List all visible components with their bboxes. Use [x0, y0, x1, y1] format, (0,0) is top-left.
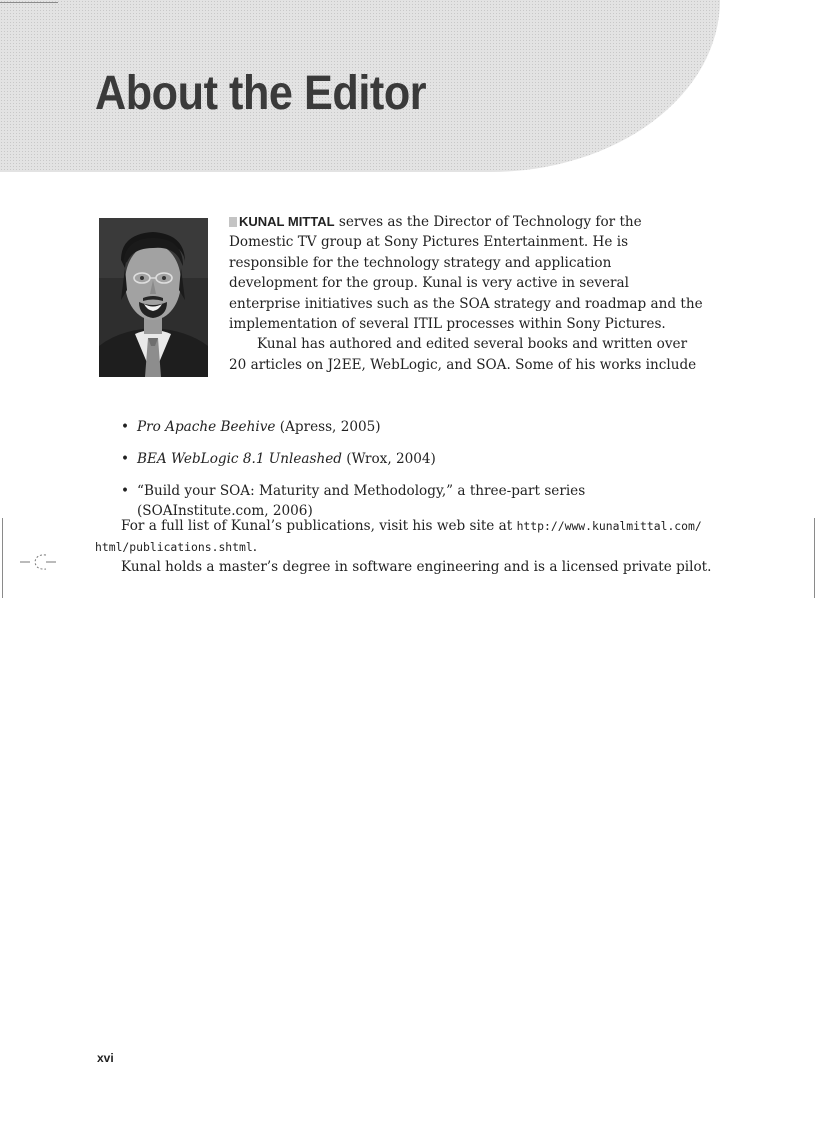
editor-bio: [229, 212, 704, 375]
editor-portrait-image: [99, 218, 208, 377]
works-list-item: [121, 417, 721, 437]
work-title: Pro Apache Beehive: [137, 419, 276, 435]
name-marker-icon: [229, 217, 237, 227]
work-title: BEA WebLogic 8.1 Unleashed: [137, 451, 342, 467]
work-detail: “Build your SOA: Maturity and Methodology,” a three-part series (SOAInstitute.com, 2006): [137, 483, 586, 519]
registration-mark-icon: [16, 550, 60, 572]
work-detail: (Apress, 2005): [275, 419, 381, 435]
editor-photo: [99, 218, 208, 377]
closing-paragraphs: [95, 516, 725, 578]
publications-link[interactable]: http://www.kunalmittal.com/ html/publications.shtml: [95, 519, 702, 554]
publications-prefix: For a full list of Kunal’s publications, visit his web site at: [121, 518, 517, 534]
bio-paragraph-intro: [229, 212, 704, 334]
bio-intro-text: serves as the Director of Technology for the Domestic TV group at Sony Pictures Entertainment. He is responsible for the technology strategy and application development for the group. Kunal is very active in several enterprise initiatives such as the SOA strategy and roadmap and the implementation of several ITIL processes within Sony Pictures.: [229, 214, 703, 333]
page-title: About the Editor: [95, 67, 427, 120]
works-list: [121, 417, 721, 521]
works-list-item: [121, 449, 721, 469]
page-number: xvi: [97, 1051, 114, 1065]
publications-paragraph: [95, 516, 725, 557]
right-trim-line: [814, 518, 815, 598]
corner-rule: [0, 2, 58, 3]
left-trim-line: [2, 518, 3, 598]
work-detail: (Wrox, 2004): [341, 451, 436, 467]
bio-paragraph-works: Kunal has authored and edited several books and written over 20 articles on J2EE, WebLogic, and SOA. Some of his works include: [229, 336, 697, 373]
degree-paragraph: Kunal holds a master’s degree in software engineering and is a licensed private pilot.: [121, 559, 712, 576]
works-list-item: [121, 481, 721, 521]
publications-suffix: .: [252, 538, 258, 555]
editor-name: KUNAL MITTAL: [239, 214, 335, 229]
